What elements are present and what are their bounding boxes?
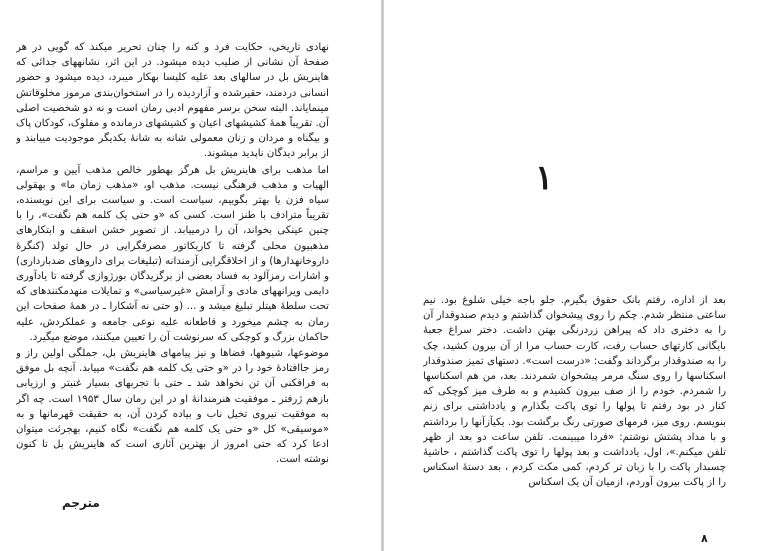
right-paragraph-1: بعد از اداره، رفتم بانک حقوق بگیرم. جلو باجه خیلی شلوغ بود. نیم ساعتی منتظر شدم. چکم را روی پیشخوان گذاشتم و دیدم صندوقدار آن را به دختری داد که پیراهن زردرنگی بهتن داشت. دختر سراغ جعبهٔ بایگانی کارتهای حساب رفت، کارت حساب مرا از آن بیرون کشید، چک را به صندوقدار برگرداند وگفت: «درست است». دستهای تمیز صندوقدار اسکناسها را روی سنگ مرمر پیشخوان شمردند. بعد، من هم اسکناسها را شمردم. خودم را از صف بیرون کشیدم و به طرف میز کوچکی که کنار در بود رفتم تا پولها را توی پاکت بگذارم و یادداشتی برای زنم بنویسم. روی میز، فرمهای صورتی رنگ برگشت بود. یکیآزآنها را برداشتم و با مداد پشتش نوشتم: «فردا میبینمت. تلفن ساعت دو بعد از ظهر تلفن میکنم.»، اول، یادداشت و بعد پولها را توی پاکت گذاشتم ، حاشیهٔ چسبدار پاکت را با زبان تر کردم، کمی مکث کردم ، بعد دستهٔ اسکناس را از پاکت بیرون آوردم، ازمیان آن یک اسکناس — [423, 295, 726, 489]
left-page-body — [16, 40, 329, 502]
chapter-number: ۱ — [535, 158, 554, 198]
left-paragraph-1: نهادی تاریخی، حکایت فرد و کنه را چنان تحریر میکند که گویی در هر صفحهٔ آن نشانی از صلیب دیده میشود. در این اثر، نشانههای جدائی که هاینریش بل در سالهای بعد علیه کلیسا بهکار میبرد، دیده میشود و حضور انسانی دردمند، حقیرشده و آزاردیده را در استخوان‌بندی مرموز مخلوقاتش مینمایاند. البته سخن برسر مفهوم ادبی رمان است و نه دو شخصیت اصلی آن. تقریباً همهٔ کشیشهای اعیان و کشیشهای درمانده و مفلوک، کودکان پاک و بیگناه و مردان و زنان معمولی شانه به شانهٔ یکدیگر موجودیت مییابند و از برابر دیدگان ناپدید میشوند. — [16, 42, 329, 160]
page-number: ۸ — [701, 532, 708, 545]
translator-note: مترجم — [62, 496, 100, 510]
right-page-body — [423, 293, 726, 508]
left-page — [0, 0, 382, 551]
left-paragraph-2: اما مذهب برای هاینریش بل هرگز بهطور خالص مذهب آیین و مراسم، الهیات و مذهب فرهنگی نیست. مذهب او، «مذهب زمان ما» و بهقولی سیاه فزن یا بهتر بگوییم، سیاست است. و سیاست برای این نویسنده، تقریباً مترادف با طنز است. کسی که «و حتی یک کلمه هم نگفت»، را با چنین عینکی بخواند، آن را درمییابد. از تصویر خشن اسقف و ابتکارهای مذهبیون محلی گرفته تا کاریکاتور مصرفگرایی در حال تولد (کنگرهٔ داروخانهدارها) و از اخلاقگرایی آزمندانه (تبلیغات برای داروهای ضدبارداری) و اشارات رمزآلود به فساد بعضی از برگزیدگان بورژوازی گرفته تا یادآوری دایمی ویرانههای مادی و آرامش «غیرسیاسی» و تمایلات منهدمکنندهای که تحت سلطهٔ هیتلر تبلیغ میشد و ... (و حتی نه آشکارا ـ در همهٔ صفحات این رمان به چشم میخورد و قاطعانه علیه نوعی جامعه و عملکردش، علیه حاکمان بزرگ و کوچکی که سرنوشت آن را تعیین میکنند، موضع میگیرد. — [16, 164, 329, 343]
left-paragraph-3: موضوعها، شیوهها، فضاها و نیز پیامهای هاینریش بل، جملگی اولین راز و رمز جاافتادهٔ خود را در «و حتی یک کلمه هم نگفت» مییابد. آنچه بل موفق به فرافکنی آن تن نخواهد شد ـ حتی با تجربهای بسیار غنیتر و ارزیابی بازهم ژرفتر ـ موفقیت هنرمندانهٔ او در این رمان سال ۱۹۵۳ است. چه اگر به موفقیت نیروی تخیل ناب و بیاده کردن آن، به حقیقت قهرمانها و به «موسیقی» کل «و حتی یک کلمه هم نگفت» نگاه کنیم، بهجرئت میتوان ادعا کرد که حتی امروز از بهترین آثاری است که هاینریش بل تا کنون نوشته است. — [16, 348, 329, 466]
